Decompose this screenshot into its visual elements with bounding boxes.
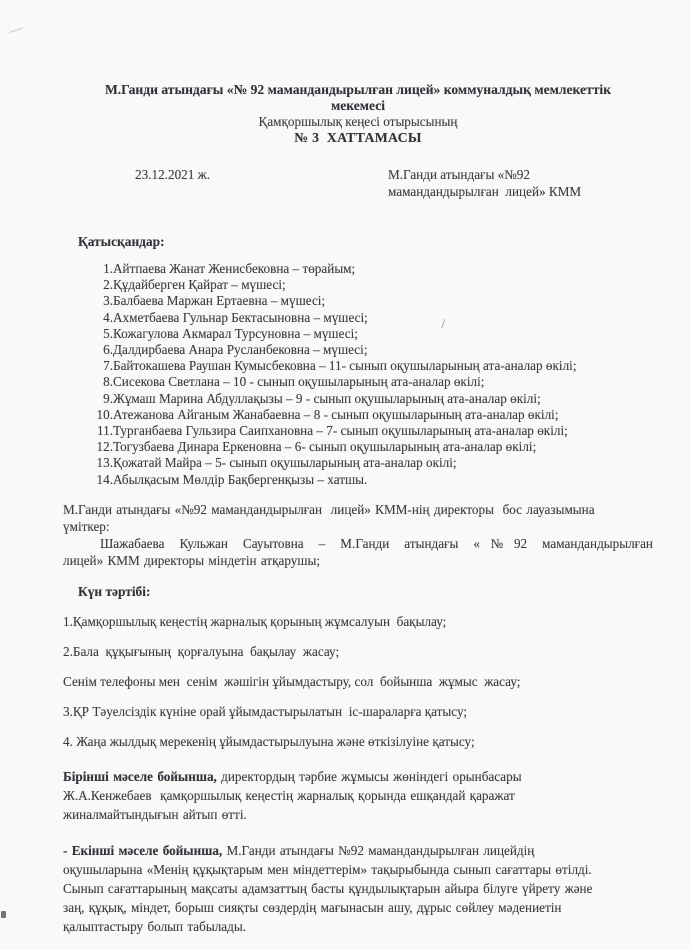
participant-row	[63, 293, 653, 309]
participant-number: 4.	[103, 309, 113, 325]
participant-list	[63, 261, 653, 488]
participant-row	[63, 261, 653, 277]
participant-text: Атежанова Айганым Жанабаевна – 8 - сынып оқушыларының ата-аналар өкілі;	[113, 406, 559, 422]
candidate-intro-paragraph	[63, 501, 653, 535]
protocol-title: № 3 ХАТТАМАСЫ	[294, 130, 422, 145]
candidate-person-line2: лицей» КММ директоры міндетін атқарушы;	[63, 552, 321, 568]
agenda-item: Сенім телефоны мен сенім жәшігін ұйымдастыру, сол бойынша жұмыс жасау;	[63, 673, 521, 689]
participant-number: 10.	[96, 406, 113, 422]
organization-right-block	[388, 166, 603, 200]
second-issue-line4: заң, құқық, міндет, борыш сияқты сөздердің мағынасын ашу, дұрыс сөйлеу мәдениетін	[63, 899, 562, 915]
participant-row	[63, 472, 653, 488]
participant-row	[63, 342, 653, 358]
organization-name-line1: М.Ганди атындағы «№ 92 мамандандырылған лицей» коммуналдық мемлекеттік	[104, 82, 612, 97]
participant-text: Турганбаева Гульзира Саипхановна – 7- сынып оқушыларының ата-аналар өкілі;	[113, 423, 568, 439]
scan-artifact-speck	[1, 911, 6, 918]
participant-number: 1.	[103, 261, 113, 276]
first-issue-lead: Бірінші мәселе бойынша,	[63, 768, 217, 784]
second-issue-line2: оқушыларына «Менің құқықтарым мен міндеттерім» тақырыбында сынып сағаттары өтілді.	[63, 861, 592, 877]
organization-right-line2: мамандандырылған лицей» КММ	[388, 184, 582, 199]
participant-number: 5.	[103, 325, 113, 341]
second-issue-line1-rest: М.Ганди атындағы №92 мамандандырылған лицейдің	[222, 842, 535, 858]
participant-number: 12.	[96, 439, 113, 455]
second-issue-line1	[63, 841, 653, 860]
participant-text: Байтокашева Раушан Кумысбековна – 11- сынып оқушыларының ата-аналар өкілі;	[113, 358, 577, 374]
participant-row	[63, 455, 653, 471]
participant-text: Жұмаш Марина Абдуллақызы – 9 - сынып оқушыларының ата-аналар өкілі;	[113, 390, 541, 406]
agenda-item: 2.Бала құқығының қорғалуына бақылау жасау;	[63, 643, 340, 659]
scan-artifact-pencil-mark	[7, 20, 23, 33]
second-issue-line5: қалыптастыру болып табылады.	[63, 918, 247, 934]
participant-text: Құдайберген Қайрат – мүшесі;	[113, 277, 286, 293]
participant-text: Кожагулова Акмарал Турсуновна – мүшесі;	[113, 325, 358, 341]
agenda-item: 1.Қамқоршылық кеңестің жарналық қорының жұмсалуын бақылау;	[63, 613, 447, 629]
participant-row	[63, 407, 653, 423]
participant-number: 3.	[103, 293, 113, 309]
participant-number: 7.	[103, 358, 113, 374]
participant-number: 6.	[103, 342, 113, 358]
participant-text: Қожатай Майра – 5- сынып оқушыларының ата-аналар окілі;	[113, 455, 457, 471]
participant-text: Абылқасым Мөлдір Бақбергенқызы – хатшы.	[113, 471, 368, 487]
council-session-line: Қамқоршылық кеңесі отырысының	[258, 114, 458, 129]
first-issue-line2: Ж.А.Кенжебаев қамқоршылық кеңестің жарналық қорында ешқандай қаражат	[63, 787, 515, 803]
participant-row	[63, 326, 653, 342]
participant-row	[63, 423, 653, 439]
participant-number: 9.	[103, 390, 113, 406]
participant-text: Далдирбаева Анара Русланбековна – мүшесі;	[113, 342, 368, 358]
first-issue-line1	[63, 767, 653, 786]
participant-text: Тогузбаева Динара Еркеновна – 6- сынып оқушыларының ата-аналар өкілі;	[113, 439, 537, 455]
meeting-date: 23.12.2021 ж.	[135, 167, 211, 182]
participant-row	[63, 374, 653, 390]
document-header	[63, 82, 653, 146]
participant-text: Ахметбаева Гульнар Бектасыновна – мүшесі;	[113, 309, 368, 325]
agenda-item: 3.ҚР Тәуелсіздік күніне орай ұйымдастырылатын іс-шараларға қатысу;	[63, 703, 468, 719]
participant-row	[63, 277, 653, 293]
participant-row	[63, 358, 653, 374]
first-issue-line3: жиналмайтындығын айтып өтті.	[63, 806, 247, 822]
organization-right-line1: М.Ганди атындағы «№92	[388, 167, 530, 182]
participant-number: 2.	[103, 277, 113, 293]
organization-name-line2: мекемесі	[330, 98, 386, 113]
second-issue-line3: Сынып сағаттарының мақсаты адамзаттың басты құндылықтарын айыра білуге үйрету және	[63, 880, 593, 896]
agenda-list	[63, 613, 653, 750]
first-issue-paragraph	[63, 767, 653, 824]
participant-number: 14.	[96, 471, 113, 487]
candidate-intro-line1: М.Ганди атындағы «№92 мамандандырылған лицей» КММ-нің директоры бос лауазымына	[63, 501, 595, 517]
participant-row	[63, 310, 653, 326]
participant-text: Балбаева Маржан Ертаевна – мүшесі;	[113, 293, 326, 309]
participant-row	[63, 391, 653, 407]
agenda-item: 4. Жаңа жылдық мерекенің ұйымдастырылуына және өткізілуіне қатысу;	[63, 733, 475, 749]
participants-heading: Қатысқандар:	[78, 234, 165, 249]
second-issue-lead: - Екінші мәселе бойынша,	[63, 842, 223, 858]
first-issue-line1-rest: директордың тәрбие жұмысы жөніндегі орынбасары	[216, 768, 522, 784]
participant-row	[63, 439, 653, 455]
candidate-person-paragraph	[63, 535, 653, 569]
participant-number: 11.	[97, 423, 113, 439]
participant-number: 8.	[103, 374, 113, 390]
participant-number: 13.	[96, 455, 113, 471]
second-issue-paragraph	[63, 841, 653, 936]
participant-text: Сисекова Светлана – 10 - сынып оқушыларының ата-аналар өкілі;	[113, 374, 485, 390]
date-row	[63, 166, 653, 200]
participant-text: Айтпаева Жанат Женисбековна – төрайым;	[113, 261, 356, 276]
candidate-intro-line2: үміткер:	[63, 518, 110, 534]
agenda-heading: Күн тәртібі:	[78, 583, 151, 599]
candidate-person-line1: Шажабаева Кульжан Сауытовна – М.Ганди атындағы «№92 мамандандырылған	[100, 535, 653, 551]
